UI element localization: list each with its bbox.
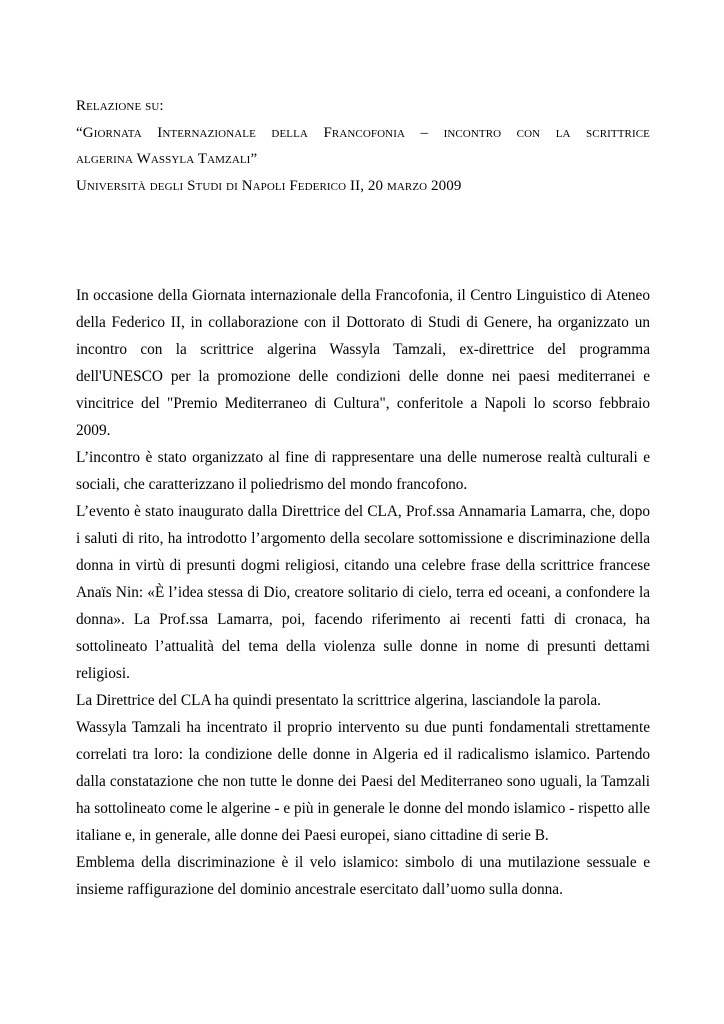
event-title-line-2: algerina Wassyla Tamzali”: [76, 151, 258, 167]
venue-date: Università degli Studi di Napoli Federico II, 20 marzo 2009: [76, 177, 462, 194]
event-title-line-1: “Giornata Internazionale della Francofonia – incontro con la scrittrice: [76, 124, 650, 141]
report-body: [76, 282, 650, 903]
paragraph: Wassyla Tamzali ha incentrato il proprio intervento su due punti fondamentali strettamente correlati tra loro: la condizione delle donne in Algeria ed il radicalismo islamico. Partendo dalla constatazione che non tutte le donne dei Paesi del Mediterraneo sono uguali, la Tamzali ha sottolineato come le algerine - e più in generale le donne del mondo islamico - rispetto alle italiane e, in generale, alle donne dei Paesi europei, siano cittadine di serie B.: [76, 719, 650, 844]
paragraph: L’evento è stato inaugurato dalla Direttrice del CLA, Prof.ssa Annamaria Lamarra, che, dopo i saluti di rito, ha introdotto l’argomento della secolare sottomissione e discriminazione della donna in virtù di presunti dogmi religiosi, citando una celebre frase della scrittrice francese Anaïs Nin: «È l’idea stessa di Dio, creatore solitario di cielo, terra ed oceani, a confondere la donna». La Prof.ssa Lamarra, poi, facendo riferimento ai recenti fatti di cronaca, ha sottolineato l’attualità del tema della violenza sulle donne in nome di presunti dettami religiosi.: [76, 503, 650, 682]
paragraph: In occasione della Giornata internazionale della Francofonia, il Centro Linguistico di Ateneo della Federico II, in collaborazione con il Dottorato di Studi di Genere, ha organizzato un incontro con la scrittrice algerina Wassyla Tamzali, ex-direttrice del programma dell'UNESCO per la promozione delle condizioni delle donne nei paesi mediterranei e vincitrice del "Premio Mediterraneo di Cultura", conferitole a Napoli lo scorso febbraio 2009.: [76, 287, 650, 439]
paragraph: L’incontro è stato organizzato al fine di rappresentare una delle numerose realtà culturali e sociali, che caratterizzano il poliedrismo del mondo francofono.: [76, 449, 650, 493]
paragraph: Emblema della discriminazione è il velo islamico: simbolo di una mutilazione sessuale e insieme raffigurazione del dominio ancestrale esercitato dall’uomo sulla donna.: [76, 854, 650, 898]
report-header: [76, 93, 650, 199]
paragraph: La Direttrice del CLA ha quindi presentato la scrittrice algerina, lasciandole la parola.: [76, 692, 601, 709]
header-label: Relazione su:: [76, 98, 164, 114]
